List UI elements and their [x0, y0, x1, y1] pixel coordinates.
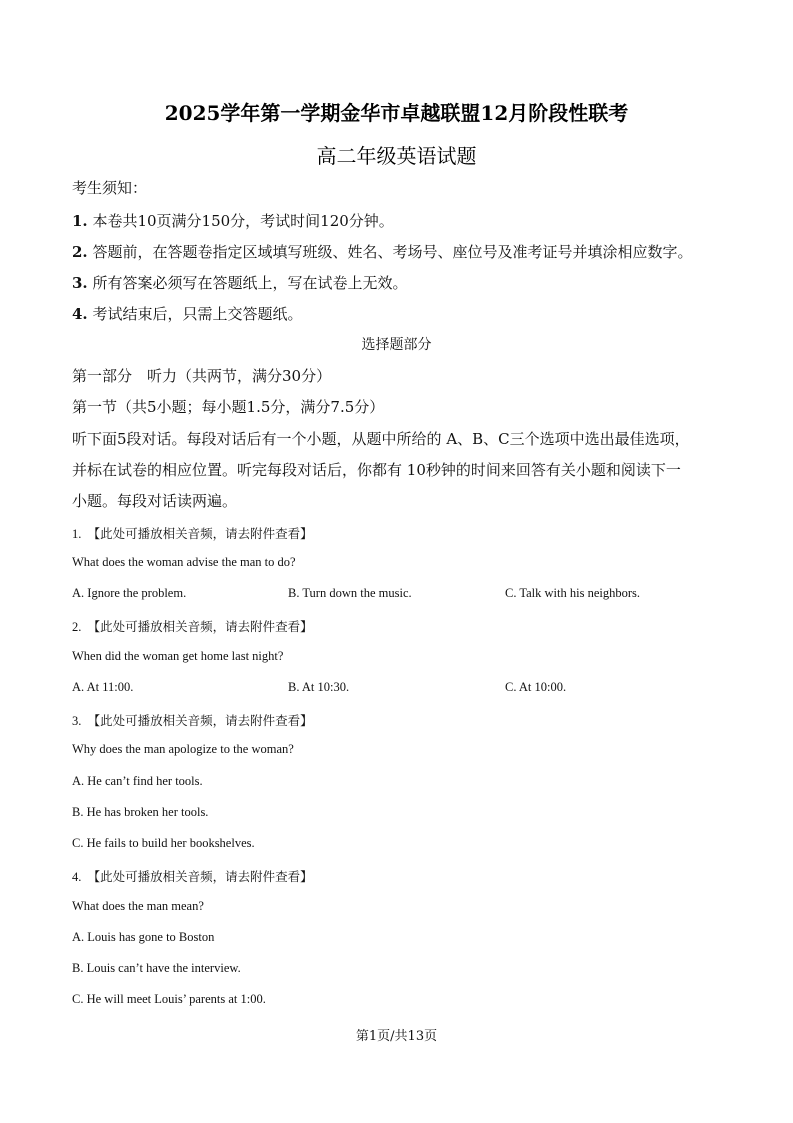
subsection-heading: 第一节（共5小题；每小题1.5分，满分7.5分） — [72, 398, 385, 416]
question-4-option-c: C. He will meet Louis’ parents at 1:00. — [72, 992, 266, 1006]
question-4-stem: What does the man mean? — [72, 899, 204, 913]
question-1-option-b: B. Turn down the music. — [288, 586, 412, 600]
notice-heading: 考生须知： — [72, 179, 148, 197]
question-3-option-c: C. He fails to build her bookshelves. — [72, 836, 255, 850]
question-3-option-b: B. He has broken her tools. — [72, 805, 209, 819]
question-4-audio-marker[interactable]: 4. 【此处可播放相关音频，请去附件查看】 — [72, 870, 313, 884]
section-title: 选择题部分 — [361, 337, 432, 353]
question-4-option-a: A. Louis has gone to Boston — [72, 930, 215, 944]
page-number: 第1页/共13页 — [355, 1029, 438, 1044]
exam-subtitle: 高二年级英语试题 — [316, 144, 477, 168]
notice-item-text: 考试结束后，只需上交答题纸。 — [92, 305, 303, 323]
instructions-line-2: 并标在试卷的相应位置。听完每段对话后，你都有 10秒钟的时间来回答有关小题和阅读下一 — [72, 461, 681, 479]
question-1-stem: What does the woman advise the man to do? — [72, 555, 296, 569]
question-3-option-a: A. He can’t find her tools. — [72, 774, 203, 788]
question-3-stem: Why does the man apologize to the woman? — [72, 742, 294, 756]
notice-item-text: 所有答案必须写在答题纸上，写在试卷上无效。 — [92, 274, 408, 292]
question-2-option-c: C. At 10:00. — [505, 680, 567, 694]
notice-item-2 — [72, 241, 692, 262]
question-2-option-a: A. At 11:00. — [72, 680, 134, 694]
instructions-line-3: 小题。每段对话读两遍。 — [72, 492, 238, 510]
notice-item-text: 答题前，在答题卷指定区域填写班级、姓名、考场号、座位号及准考证号并填涂相应数字。 — [92, 243, 693, 261]
notice-item-number: 1. — [72, 212, 88, 230]
question-2-stem: When did the woman get home last night? — [72, 649, 284, 663]
notice-item-3 — [72, 272, 407, 293]
question-4-option-b: B. Louis can’t have the interview. — [72, 961, 241, 975]
exam-title: 2025学年第一学期金华市卓越联盟12月阶段性联考 — [164, 101, 629, 125]
notice-item-4 — [72, 303, 302, 324]
notice-item-1 — [72, 210, 394, 231]
notice-item-text: 本卷共10页满分150分，考试时间120分钟。 — [92, 212, 394, 230]
question-2-audio-marker[interactable]: 2. 【此处可播放相关音频，请去附件查看】 — [72, 620, 313, 634]
question-1-option-c: C. Talk with his neighbors. — [505, 586, 641, 600]
instructions-line-1: 听下面5段对话。每段对话后有一个小题，从题中所给的 A、B、C三个选项中选出最佳选项， — [72, 430, 690, 448]
notice-item-number: 2. — [72, 243, 88, 261]
part-heading: 第一部分 听力（共两节，满分30分） — [72, 367, 332, 385]
question-2-option-b: B. At 10:30. — [288, 680, 350, 694]
notice-item-number: 4. — [72, 305, 88, 323]
notice-item-number: 3. — [72, 274, 88, 292]
question-3-audio-marker[interactable]: 3. 【此处可播放相关音频，请去附件查看】 — [72, 714, 313, 728]
question-1-option-a: A. Ignore the problem. — [72, 586, 187, 600]
question-1-audio-marker[interactable]: 1. 【此处可播放相关音频，请去附件查看】 — [72, 527, 313, 541]
